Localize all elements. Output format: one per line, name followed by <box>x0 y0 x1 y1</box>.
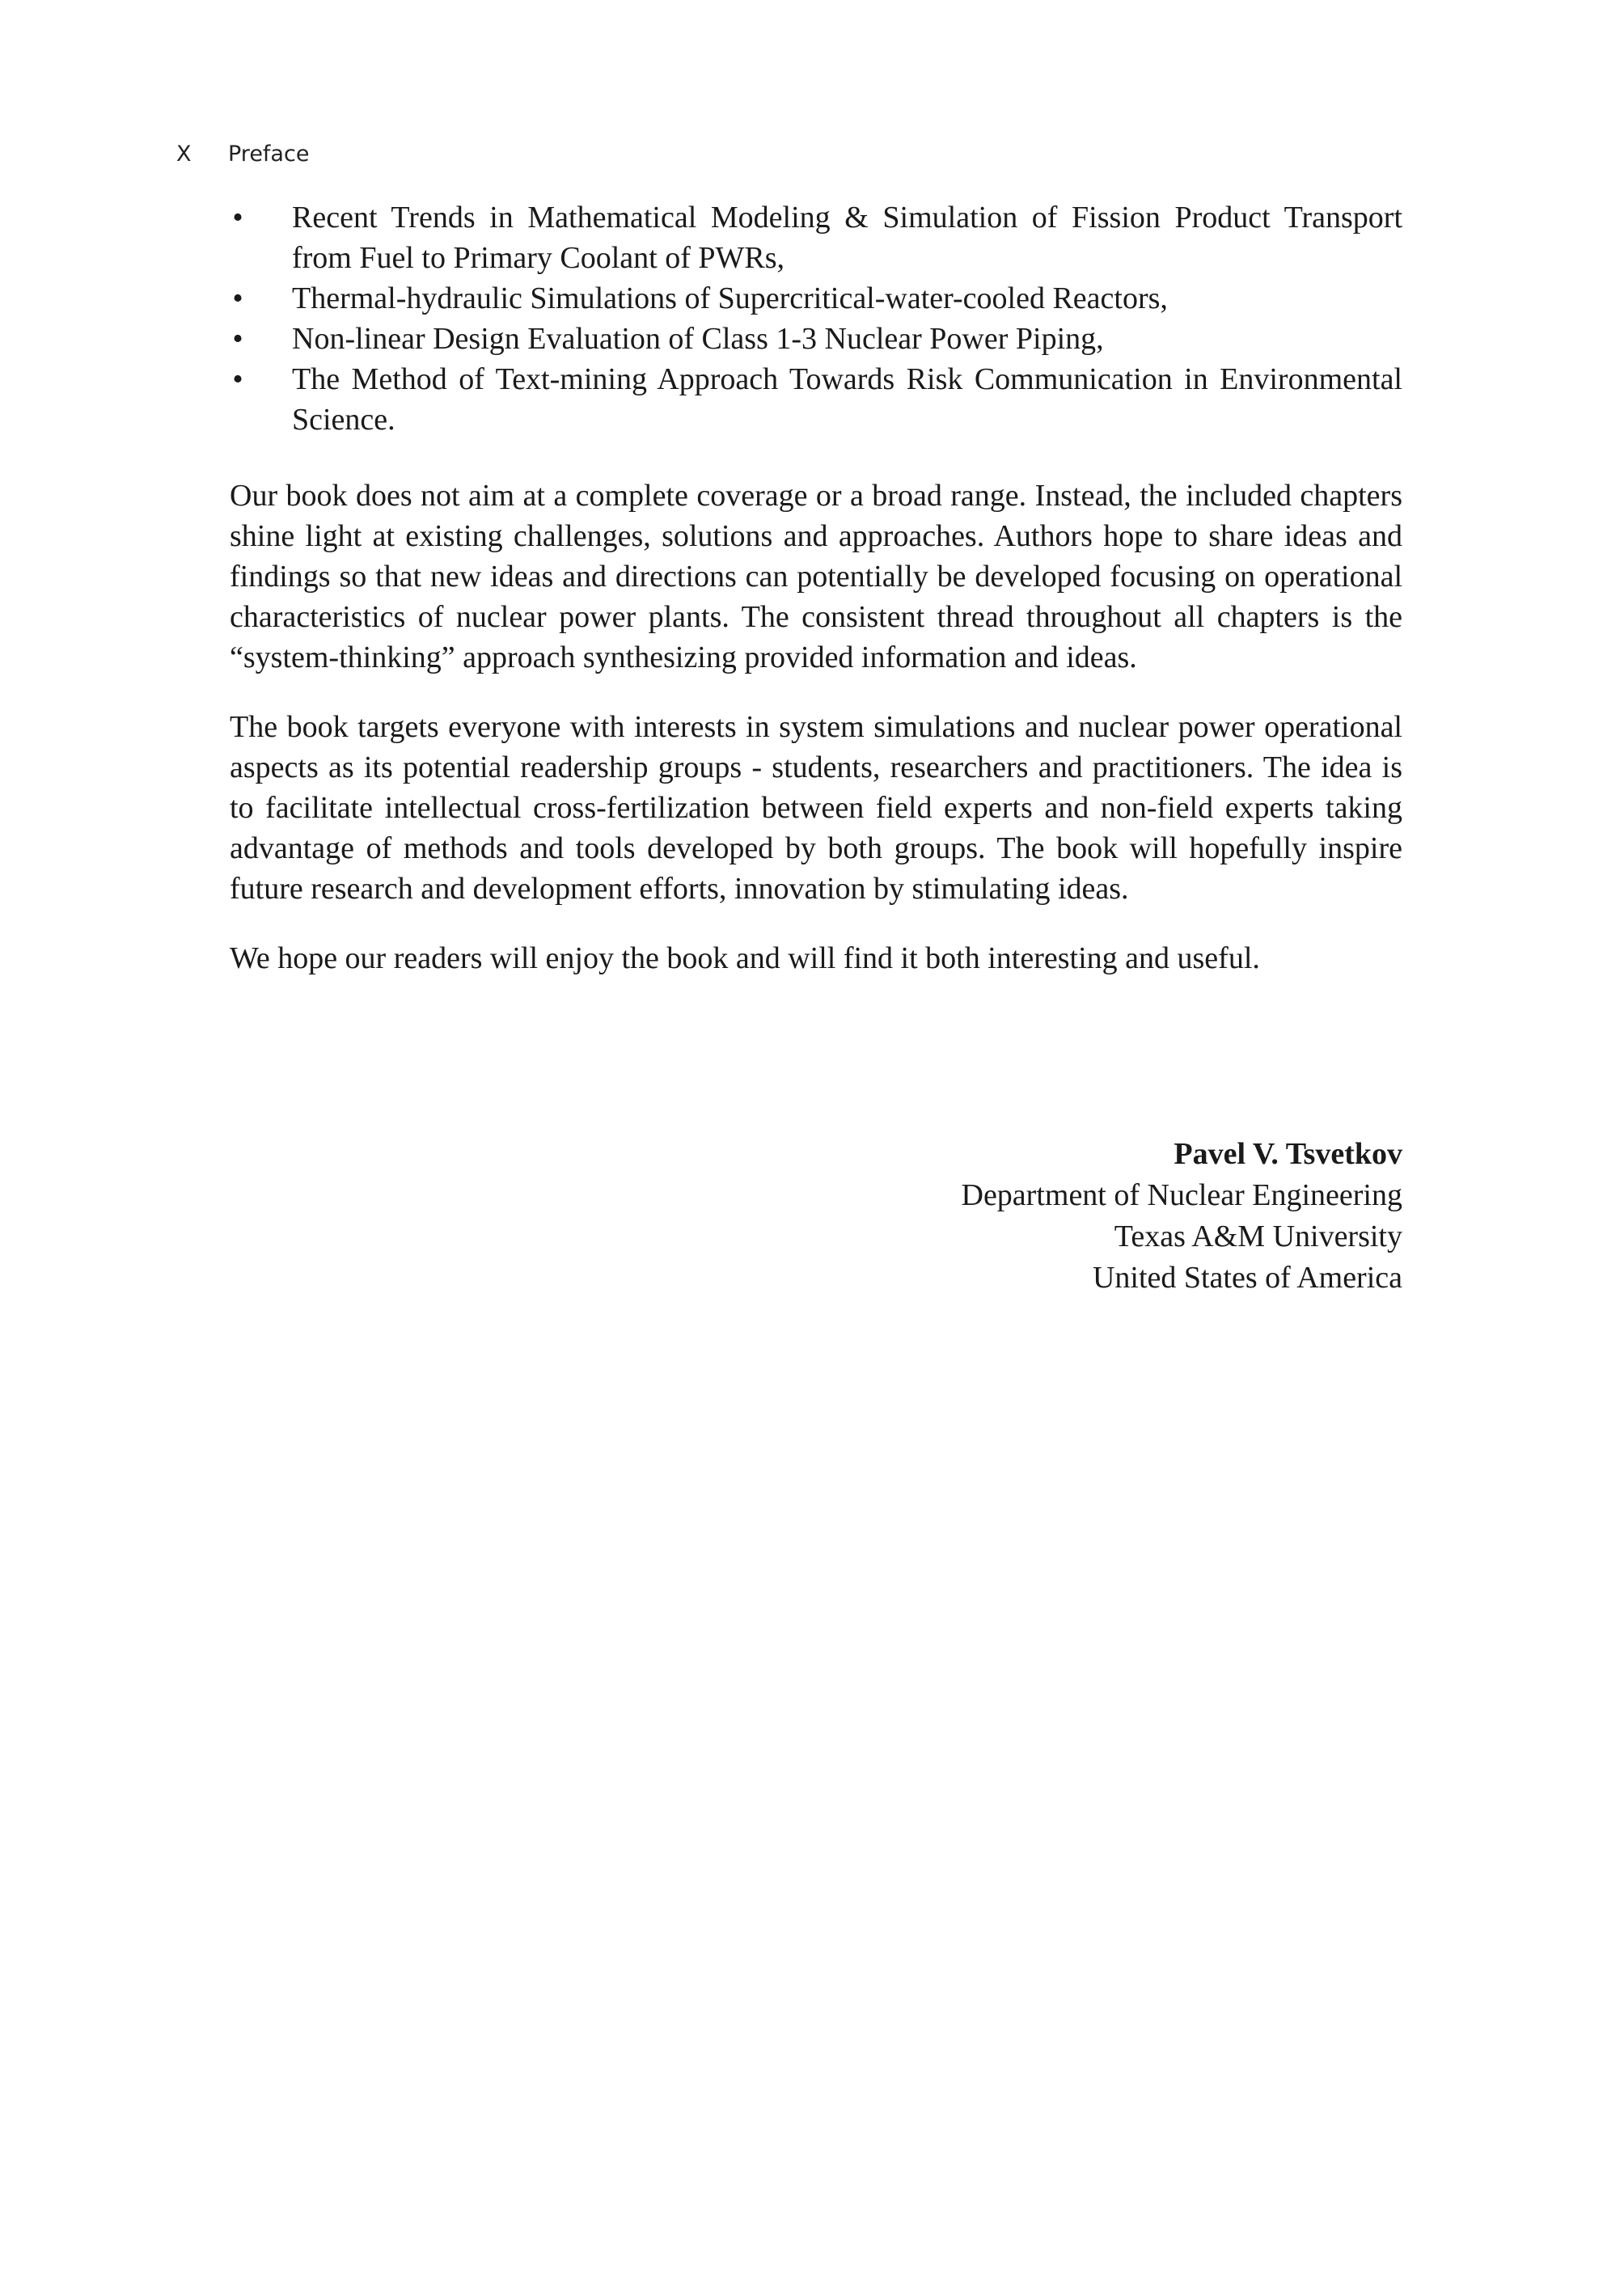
list-item-text: Thermal-hydraulic Simulations of Supercritical-water-cooled Reactors, <box>292 281 1168 315</box>
list-item <box>230 359 1402 440</box>
page-body <box>230 197 1402 1008</box>
bullet-icon: • <box>232 281 243 315</box>
author-country: United States of America <box>1092 1261 1402 1295</box>
author-name: Pavel V. Tsvetkov <box>1174 1137 1402 1171</box>
page-number: X <box>176 142 192 167</box>
chapter-topic-list <box>230 197 1402 440</box>
bullet-icon: • <box>232 322 243 356</box>
bullet-icon: • <box>232 201 243 235</box>
author-department: Department of Nuclear Engineering <box>961 1178 1402 1212</box>
page-header <box>176 140 309 169</box>
running-header-title: Preface <box>228 142 310 167</box>
signature-block <box>962 1134 1403 1299</box>
paragraph-closing: We hope our readers will enjoy the book and will find it both interesting and useful. <box>230 941 1260 975</box>
list-item <box>230 278 1402 319</box>
list-item-text: Non-linear Design Evaluation of Class 1-3 Nuclear Power Piping, <box>292 322 1104 356</box>
list-item-text: The Method of Text-mining Approach Towards Risk Communication in Environmental Science. <box>292 362 1402 437</box>
list-item-text: Recent Trends in Mathematical Modeling & Simulation of Fission Product Transport from Fuel to Primary Coolant of PWRs, <box>292 201 1402 275</box>
paragraph-scope: Our book does not aim at a complete coverage or a broad range. Instead, the included chapters shine light at existing challenges, solutions and approaches. Authors hope to share ideas and findings so that new ideas and directions can potentially be developed focusing on operational characteristics of nuclear power plants. The consistent thread throughout all chapters is the “system-thinking” approach synthesizing provided information and ideas. <box>230 479 1402 674</box>
author-university: Texas A&M University <box>1114 1219 1402 1253</box>
list-item <box>230 197 1402 278</box>
bullet-icon: • <box>232 362 243 396</box>
list-item <box>230 319 1402 359</box>
paragraph-audience: The book targets everyone with interests in system simulations and nuclear power operational aspects as its potential readership groups - students, researchers and practitioners. The idea is to facilitate intellectual cross-fertilization between field experts and non-field experts taking advantage of methods and tools developed by both groups. The book will hopefully inspire future research and development efforts, innovation by stimulating ideas. <box>230 710 1402 906</box>
